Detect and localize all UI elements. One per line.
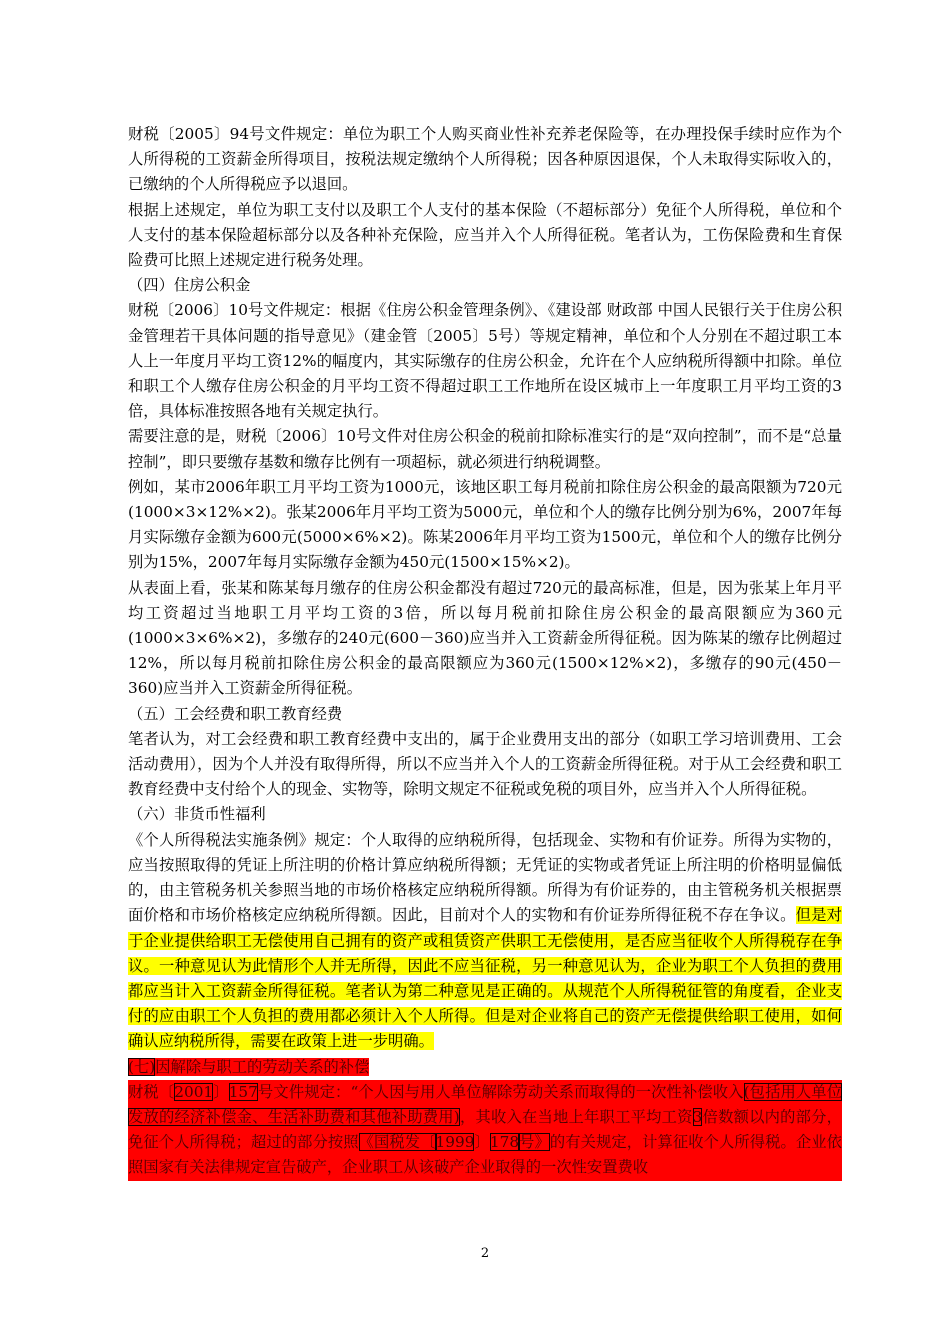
document-body (128, 122, 842, 1181)
paragraph-non-monetary (128, 828, 842, 1055)
paragraph-housing-fund-analysis: 从表面上看，张某和陈某每月缴存的住房公积金都没有超过720元的最高标准，但是，因为张某上年月平均工资超过当地职工月平均工资的3倍，所以每月税前扣除住房公积金的最高限额应为360元(1000×3×6%×2)，多缴存的240元(600－360)应当并入工资薪金所得征税。因为陈某的缴存比例超过12%，所以每月税前扣除住房公积金的最高限额应为360元(1500×12%×2)，多缴存的90元(450－360)应当并入工资薪金所得征税。 (128, 578, 842, 698)
section-title-severance: 因解除与职工的劳动关系的补偿 (155, 1057, 370, 1076)
paragraph-housing-fund-note: 需要注意的是，财税〔2006〕10号文件对住房公积金的税前扣除标准实行的是“双向控制”，而不是“总量控制”，即只要缴存基数和缴存比例有一项超标，就必须进行纳税调整。 (128, 427, 842, 471)
severance-parenthetical: (包括用人单位发放的经济补偿金、生活补助费和其他补助费用) (128, 1082, 842, 1126)
section-number-severance: (七) (128, 1057, 156, 1076)
severance-ref-close: 号》 (519, 1133, 550, 1152)
severance-text-2: 〕 (213, 1082, 229, 1101)
severance-year-2001: 2001 (174, 1082, 214, 1101)
severance-text-1: 财税〔 (128, 1082, 175, 1101)
severance-ref-open: 《国税发〔 (358, 1133, 436, 1152)
paragraph-union-education: 笔者认为，对工会经费和职工教育经费中支出的，属于企业费用支出的部分（如职工学习培训费用、工会活动费用），因为个人并没有取得所得，所以不应当并入个人的工资薪金所得征税。对于从工会经费和职工教育经费中支付给个人的现金、实物等，除明文规定不征税或免税的项目外，应当并入个人所得征税。 (128, 729, 842, 799)
severance-text-7: 的有关规定，计算征收个人所得税。企业依照国家有关法律规定宣告破产，企业职工从该破产企业取得的一次性安置费收 (128, 1133, 842, 1177)
severance-multiple-3: 3 (692, 1107, 703, 1126)
paragraph-housing-fund-example: 例如，某市2006年职工月平均工资为1000元，该地区职工每月税前扣除住房公积金的最高限额为720元(1000×3×12%×2)。张某2006年月平均工资为5000元，单位和个人的缴存比例分别为6%，2007年每月实际缴存金额为600元(5000×6%×2)。陈某2006年月平均工资为1500元，单位和个人的缴存比例分别为15%，2007年每月实际缴存金额为450元(1500×15%×2)。 (128, 477, 842, 572)
highlighted-text-yellow: 但是对于企业提供给职工无偿使用自己拥有的资产或租赁资产供职工无偿使用，是否应当征收个人所得税存在争议。一种意见认为此情形个人并无所得，因此不应当征税，另一种意见认为，企业为职工个人负担的费用都应当计入工资薪金所得征税。笔者认为第二种意见是正确的。从规范个人所得税征管的角度看，企业支付的应由职工个人负担的费用都必须计入个人所得。但是对企业将自己的资产无偿提供给职工使用，如何确认应纳税所得，需要在政策上进一步明确。 (128, 906, 842, 1051)
severance-doc-178: 178 (489, 1133, 520, 1152)
severance-text-5: 倍数额以内的部分，免征个人所得税；超过的部分按照 (128, 1107, 842, 1152)
severance-text-6: 〕 (474, 1133, 490, 1152)
section-heading-non-monetary: （六）非货币性福利 (128, 805, 266, 824)
paragraph-severance-highlighted (128, 1080, 842, 1181)
paragraph-insurance-conclusion: 根据上述规定，单位为职工支付以及职工个人支付的基本保险（不超标部分）免征个人所得税，单位和个人支付的基本保险超标部分以及各种补充保险，应当并入个人所得征税。笔者认为，工伤保险费和生育保险费可比照上述规定进行税务处理。 (128, 200, 842, 270)
severance-doc-157: 157 (228, 1082, 258, 1101)
severance-text-3: 号文件规定：“个人因与用人单位解除劳动关系而取得的一次性补偿收入 (257, 1082, 744, 1101)
paragraph-insurance-rule: 财税〔2005〕94号文件规定：单位为职工个人购买商业性补充养老保险等，在办理投保手续时应作为个人所得税的工资薪金所得项目，按税法规定缴纳个人所得税；因各种原因退保，个人未取得实际收入的，已缴纳的个人所得税应予以退回。 (128, 125, 842, 194)
section-heading-severance (128, 1055, 842, 1080)
severance-text-4: ，其收入在当地上年职工平均工资 (459, 1107, 693, 1126)
section-heading-union-education: （五）工会经费和职工教育经费 (128, 704, 343, 723)
paragraph-non-monetary-text: 《个人所得税法实施条例》规定：个人取得的应纳税所得，包括现金、实物和有价证券。所得为实物的，应当按照取得的凭证上所注明的价格计算应纳税所得额；无凭证的实物或者凭证上所注明的价格明显偏低的，由主管税务机关参照当地的市场价格核定应纳税所得额。所得为有价证券的，由主管税务机关根据票面价格和市场价格核定应纳税所得额。因此，目前对个人的实物和有价证券所得征税不存在争议。 (128, 830, 842, 925)
document-page (128, 0, 842, 1344)
severance-year-1999: 1999 (435, 1133, 475, 1152)
page-number: 2 (480, 1246, 490, 1261)
paragraph-housing-fund-rule: 财税〔2006〕10号文件规定：根据《住房公积金管理条例》、《建设部 财政部 中国人民银行关于住房公积金管理若干具体问题的指导意见》（建金管〔2005〕5号）等规定精神，单位和个人分别在不超过职工本人上一年度月平均工资12%的幅度内，其实际缴存的住房公积金，允许在个人应纳税所得额中扣除。单位和职工个人缴存住房公积金的月平均工资不得超过职工工作地所在设区城市上一年度职工月平均工资的3倍，具体标准按照各地有关规定执行。 (128, 301, 842, 421)
section-heading-housing-fund: （四）住房公积金 (128, 276, 251, 295)
